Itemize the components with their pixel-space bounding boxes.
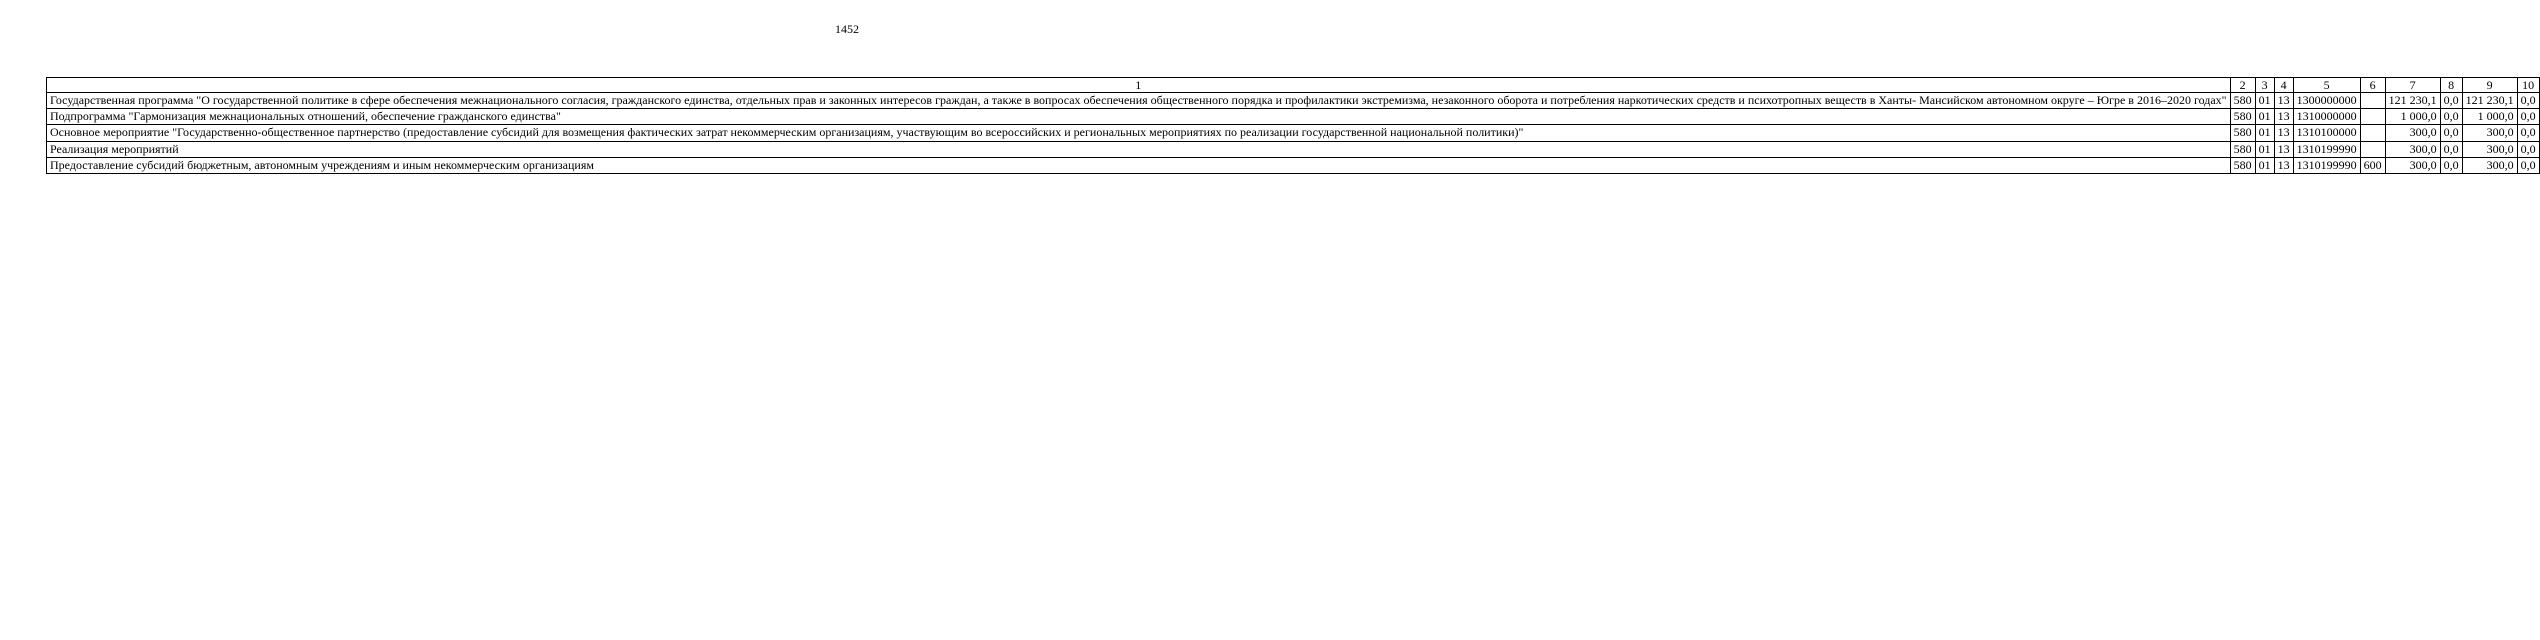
row-col-10: 0,0 — [2517, 157, 2539, 173]
row-subsection-code: 13 — [2274, 141, 2293, 157]
row-subsection-code: 13 — [2274, 109, 2293, 125]
header-col-2: 2 — [2230, 78, 2255, 93]
row-name: Предоставление субсидий бюджетным, автономным учреждениям и иным некоммерческим организациям — [47, 157, 2231, 173]
row-name: Подпрограмма "Гармонизация межнациональных отношений, обеспечение гражданского единства" — [47, 109, 2231, 125]
row-col-8: 0,0 — [2440, 109, 2462, 125]
header-col-7: 7 — [2385, 78, 2440, 93]
header-col-4: 4 — [2274, 78, 2293, 93]
row-col-9: 121 230,1 — [2462, 93, 2517, 109]
row-section-code: 01 — [2255, 157, 2274, 173]
header-col-5: 5 — [2293, 78, 2360, 93]
row-total: 300,0 — [2385, 125, 2440, 141]
row-name: Государственная программа "О государственной политике в сфере обеспечения межнационального согласия, гражданского единства, отдельных прав и законных интересов граждан, а также в вопросах обеспечения общественного порядка и профилактики экстремизма, незаконного оборота и потребления наркотических средств и психотропных веществ в Ханты- Мансийском автономном округе – Югре в 2016–2020 годах" — [47, 93, 2231, 109]
header-row — [47, 78, 2540, 93]
row-ministry-code: 580 — [2230, 93, 2255, 109]
row-target-code: 1310100000 — [2293, 125, 2360, 141]
row-col-8: 0,0 — [2440, 141, 2462, 157]
header-col-1: 1 — [47, 78, 2231, 93]
row-col-10: 0,0 — [2517, 93, 2539, 109]
row-col-9: 300,0 — [2462, 141, 2517, 157]
row-col-8: 0,0 — [2440, 125, 2462, 141]
row-total: 1 000,0 — [2385, 109, 2440, 125]
header-col-6: 6 — [2360, 78, 2385, 93]
row-expense-type — [2360, 109, 2385, 125]
row-target-code: 1310199990 — [2293, 157, 2360, 173]
row-section-code: 01 — [2255, 93, 2274, 109]
row-ministry-code: 580 — [2230, 109, 2255, 125]
row-section-code: 01 — [2255, 125, 2274, 141]
header-col-10: 10 — [2517, 78, 2539, 93]
budget-table — [46, 77, 2540, 174]
row-col-9: 1 000,0 — [2462, 109, 2517, 125]
table-row — [47, 93, 2540, 109]
row-name: Основное мероприятие "Государственно-общественное партнерство (предоставление субсидий для возмещения фактических затрат некоммерческим организациям, участвующим во всероссийских и региональных мероприятиях по реализации государственной национальной политики)" — [47, 125, 2231, 141]
row-expense-type — [2360, 141, 2385, 157]
header-col-8: 8 — [2440, 78, 2462, 93]
row-subsection-code: 13 — [2274, 125, 2293, 141]
header-col-9: 9 — [2462, 78, 2517, 93]
row-col-8: 0,0 — [2440, 157, 2462, 173]
row-col-9: 300,0 — [2462, 125, 2517, 141]
table-row — [47, 125, 2540, 141]
row-col-8: 0,0 — [2440, 93, 2462, 109]
row-subsection-code: 13 — [2274, 157, 2293, 173]
row-ministry-code: 580 — [2230, 141, 2255, 157]
row-target-code: 1310199990 — [2293, 141, 2360, 157]
row-target-code: 1300000000 — [2293, 93, 2360, 109]
row-col-9: 300,0 — [2462, 157, 2517, 173]
row-total: 121 230,1 — [2385, 93, 2440, 109]
row-col-10: 0,0 — [2517, 125, 2539, 141]
table-row — [47, 141, 2540, 157]
header-col-3: 3 — [2255, 78, 2274, 93]
row-subsection-code: 13 — [2274, 93, 2293, 109]
row-expense-type — [2360, 125, 2385, 141]
row-section-code: 01 — [2255, 109, 2274, 125]
row-target-code: 1310000000 — [2293, 109, 2360, 125]
row-total: 300,0 — [2385, 141, 2440, 157]
row-ministry-code: 580 — [2230, 125, 2255, 141]
table-row — [47, 157, 2540, 173]
row-name: Реализация мероприятий — [47, 141, 2231, 157]
row-section-code: 01 — [2255, 141, 2274, 157]
row-col-10: 0,0 — [2517, 141, 2539, 157]
row-total: 300,0 — [2385, 157, 2440, 173]
row-expense-type: 600 — [2360, 157, 2385, 173]
table-row — [47, 109, 2540, 125]
row-ministry-code: 580 — [2230, 157, 2255, 173]
row-col-10: 0,0 — [2517, 109, 2539, 125]
page-number: 1452 — [835, 22, 859, 36]
row-expense-type — [2360, 93, 2385, 109]
